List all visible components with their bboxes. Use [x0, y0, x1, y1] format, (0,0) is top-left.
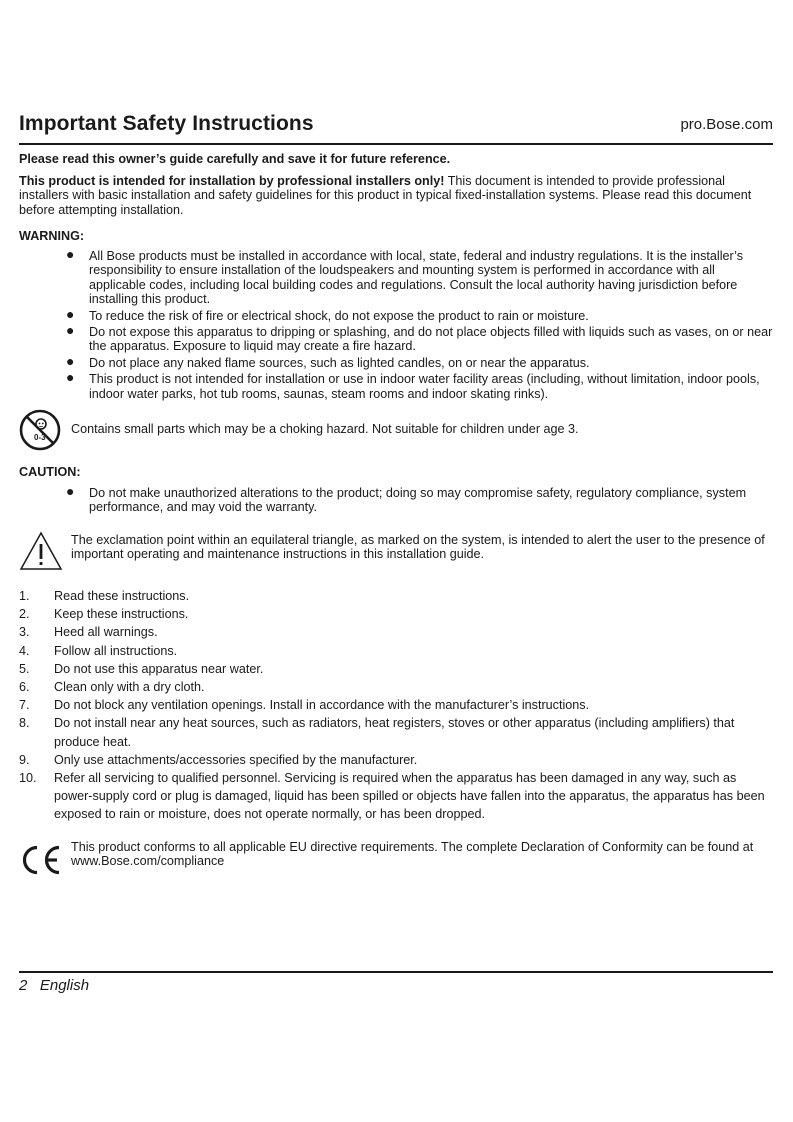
caution-list — [19, 483, 773, 517]
item-text: Refer all servicing to qualified personnel. Servicing is required when the apparatus has been damaged in any way, such as power-supply cord or plug is damaged, liquid has been spilled or objects have fallen into the apparatus, the apparatus has been exposed to rain or moisture, does not operate normally, or has been dropped. — [54, 771, 765, 822]
caution-heading: CAUTION: — [19, 465, 81, 479]
list-item — [19, 678, 773, 696]
warning-item — [19, 246, 773, 307]
footer-language: English — [39, 977, 90, 994]
instructions-list — [19, 587, 773, 824]
item-number: 1. — [19, 589, 30, 603]
warning-item — [19, 369, 773, 401]
warning-item-text: Do not expose this apparatus to dripping or splashing, and do not place objects filled with liquids such as vases, on or near the apparatus. Exposure to liquid may create a fire hazard. — [89, 325, 773, 354]
page-number: 2 — [19, 977, 28, 994]
page-footer — [19, 977, 89, 994]
bullet-icon: ● — [66, 369, 75, 386]
item-text: Heed all warnings. — [54, 625, 158, 640]
page-title: Important Safety Instructions — [19, 112, 314, 135]
warning-list — [19, 246, 773, 403]
list-item — [19, 642, 773, 660]
list-item — [19, 696, 773, 714]
item-number: 9. — [19, 752, 30, 767]
list-item — [19, 587, 773, 605]
item-number: 6. — [19, 680, 30, 695]
item-text: Do not install near any heat sources, such as radiators, heat registers, stoves or other apparatus (including amplifiers) that produce heat. — [54, 716, 735, 749]
ce-mark-icon — [19, 844, 63, 881]
item-text: Clean only with a dry cloth. — [54, 680, 205, 695]
item-number: 4. — [19, 643, 30, 658]
warning-item — [19, 322, 773, 354]
item-number: 7. — [19, 698, 30, 713]
item-number: 5. — [19, 661, 30, 676]
bullet-icon: ● — [66, 322, 75, 339]
list-item — [19, 660, 773, 678]
item-number: 8. — [19, 716, 30, 731]
list-item — [19, 751, 773, 769]
warning-triangle-icon — [19, 531, 63, 576]
caution-item — [19, 483, 773, 515]
professional-install-bold: This product is intended for installation by professional installers only! — [19, 174, 445, 188]
site-url: pro.Bose.com — [680, 116, 773, 133]
ce-conformity-text: This product conforms to all applicable EU directive requirements. The complete Declaration of Conformity can be found at www.Bose.com/compliance — [71, 840, 754, 869]
warning-item — [19, 305, 773, 323]
list-item — [19, 714, 773, 750]
caution-item-text: Do not make unauthorized alterations to the product; doing so may compromise safety, regulatory compliance, system performance, and may void the warranty. — [89, 486, 747, 515]
warning-item-text: To reduce the risk of fire or electrical shock, do not expose the product to rain or moisture. — [89, 308, 589, 323]
item-text: Do not use this apparatus near water. — [54, 661, 264, 676]
footer-divider — [19, 971, 773, 973]
warning-heading: WARNING: — [19, 229, 85, 243]
warning-item — [19, 352, 773, 370]
list-item — [19, 605, 773, 623]
professional-install-text: This document is intended to provide professional installers with basic installation and safety guidelines for this product in typical fixed-installation systems. Please read this document before attempting installation. — [19, 174, 752, 217]
bullet-icon: ● — [66, 246, 75, 262]
item-number: 10. — [19, 771, 37, 786]
read-notice: Please read this owner’s guide carefully and save it for future reference. — [19, 152, 451, 166]
list-item — [19, 769, 773, 824]
warning-item-text: All Bose products must be installed in accordance with local, state, federal and industry regulations. It is the installer’s responsibility to ensure installation of the loudspeakers and mounting system is performed in accordance with all applicable codes, including local building codes and regulations. Consult the local authority having jurisdiction before installing this product. — [89, 249, 744, 307]
item-text: Only use attachments/accessories specified by the manufacturer. — [54, 752, 418, 767]
item-number: 2. — [19, 607, 30, 622]
item-text: Follow all instructions. — [54, 643, 178, 658]
exclamation-text: The exclamation point within an equilateral triangle, as marked on the system, is intended to alert the user to the presence of important operating and maintenance instructions in this installation guide. — [71, 533, 765, 562]
item-text: Keep these instructions. — [54, 607, 189, 622]
page-header — [19, 111, 773, 145]
bullet-icon: ● — [66, 352, 75, 369]
bullet-icon: ● — [66, 305, 75, 322]
choking-hazard-icon — [19, 409, 61, 456]
age-label: 0-3 — [34, 433, 46, 442]
professional-install-notice — [19, 174, 773, 217]
item-text: Read these instructions. — [54, 589, 190, 603]
item-text: Do not block any ventilation openings. Install in accordance with the manufacturer’s instructions. — [54, 698, 590, 713]
item-number: 3. — [19, 625, 30, 640]
choking-hazard-text: Contains small parts which may be a choking hazard. Not suitable for children under age 3. — [71, 422, 579, 436]
list-item — [19, 623, 773, 641]
bullet-icon: ● — [66, 483, 75, 499]
warning-item-text: Do not place any naked flame sources, such as lighted candles, on or near the apparatus. — [89, 355, 590, 370]
warning-item-text: This product is not intended for installation or use in indoor water facility areas (including, without limitation, indoor pools, indoor water parks, hot tub rooms, saunas, steam rooms and indoor skating rinks). — [89, 372, 760, 401]
